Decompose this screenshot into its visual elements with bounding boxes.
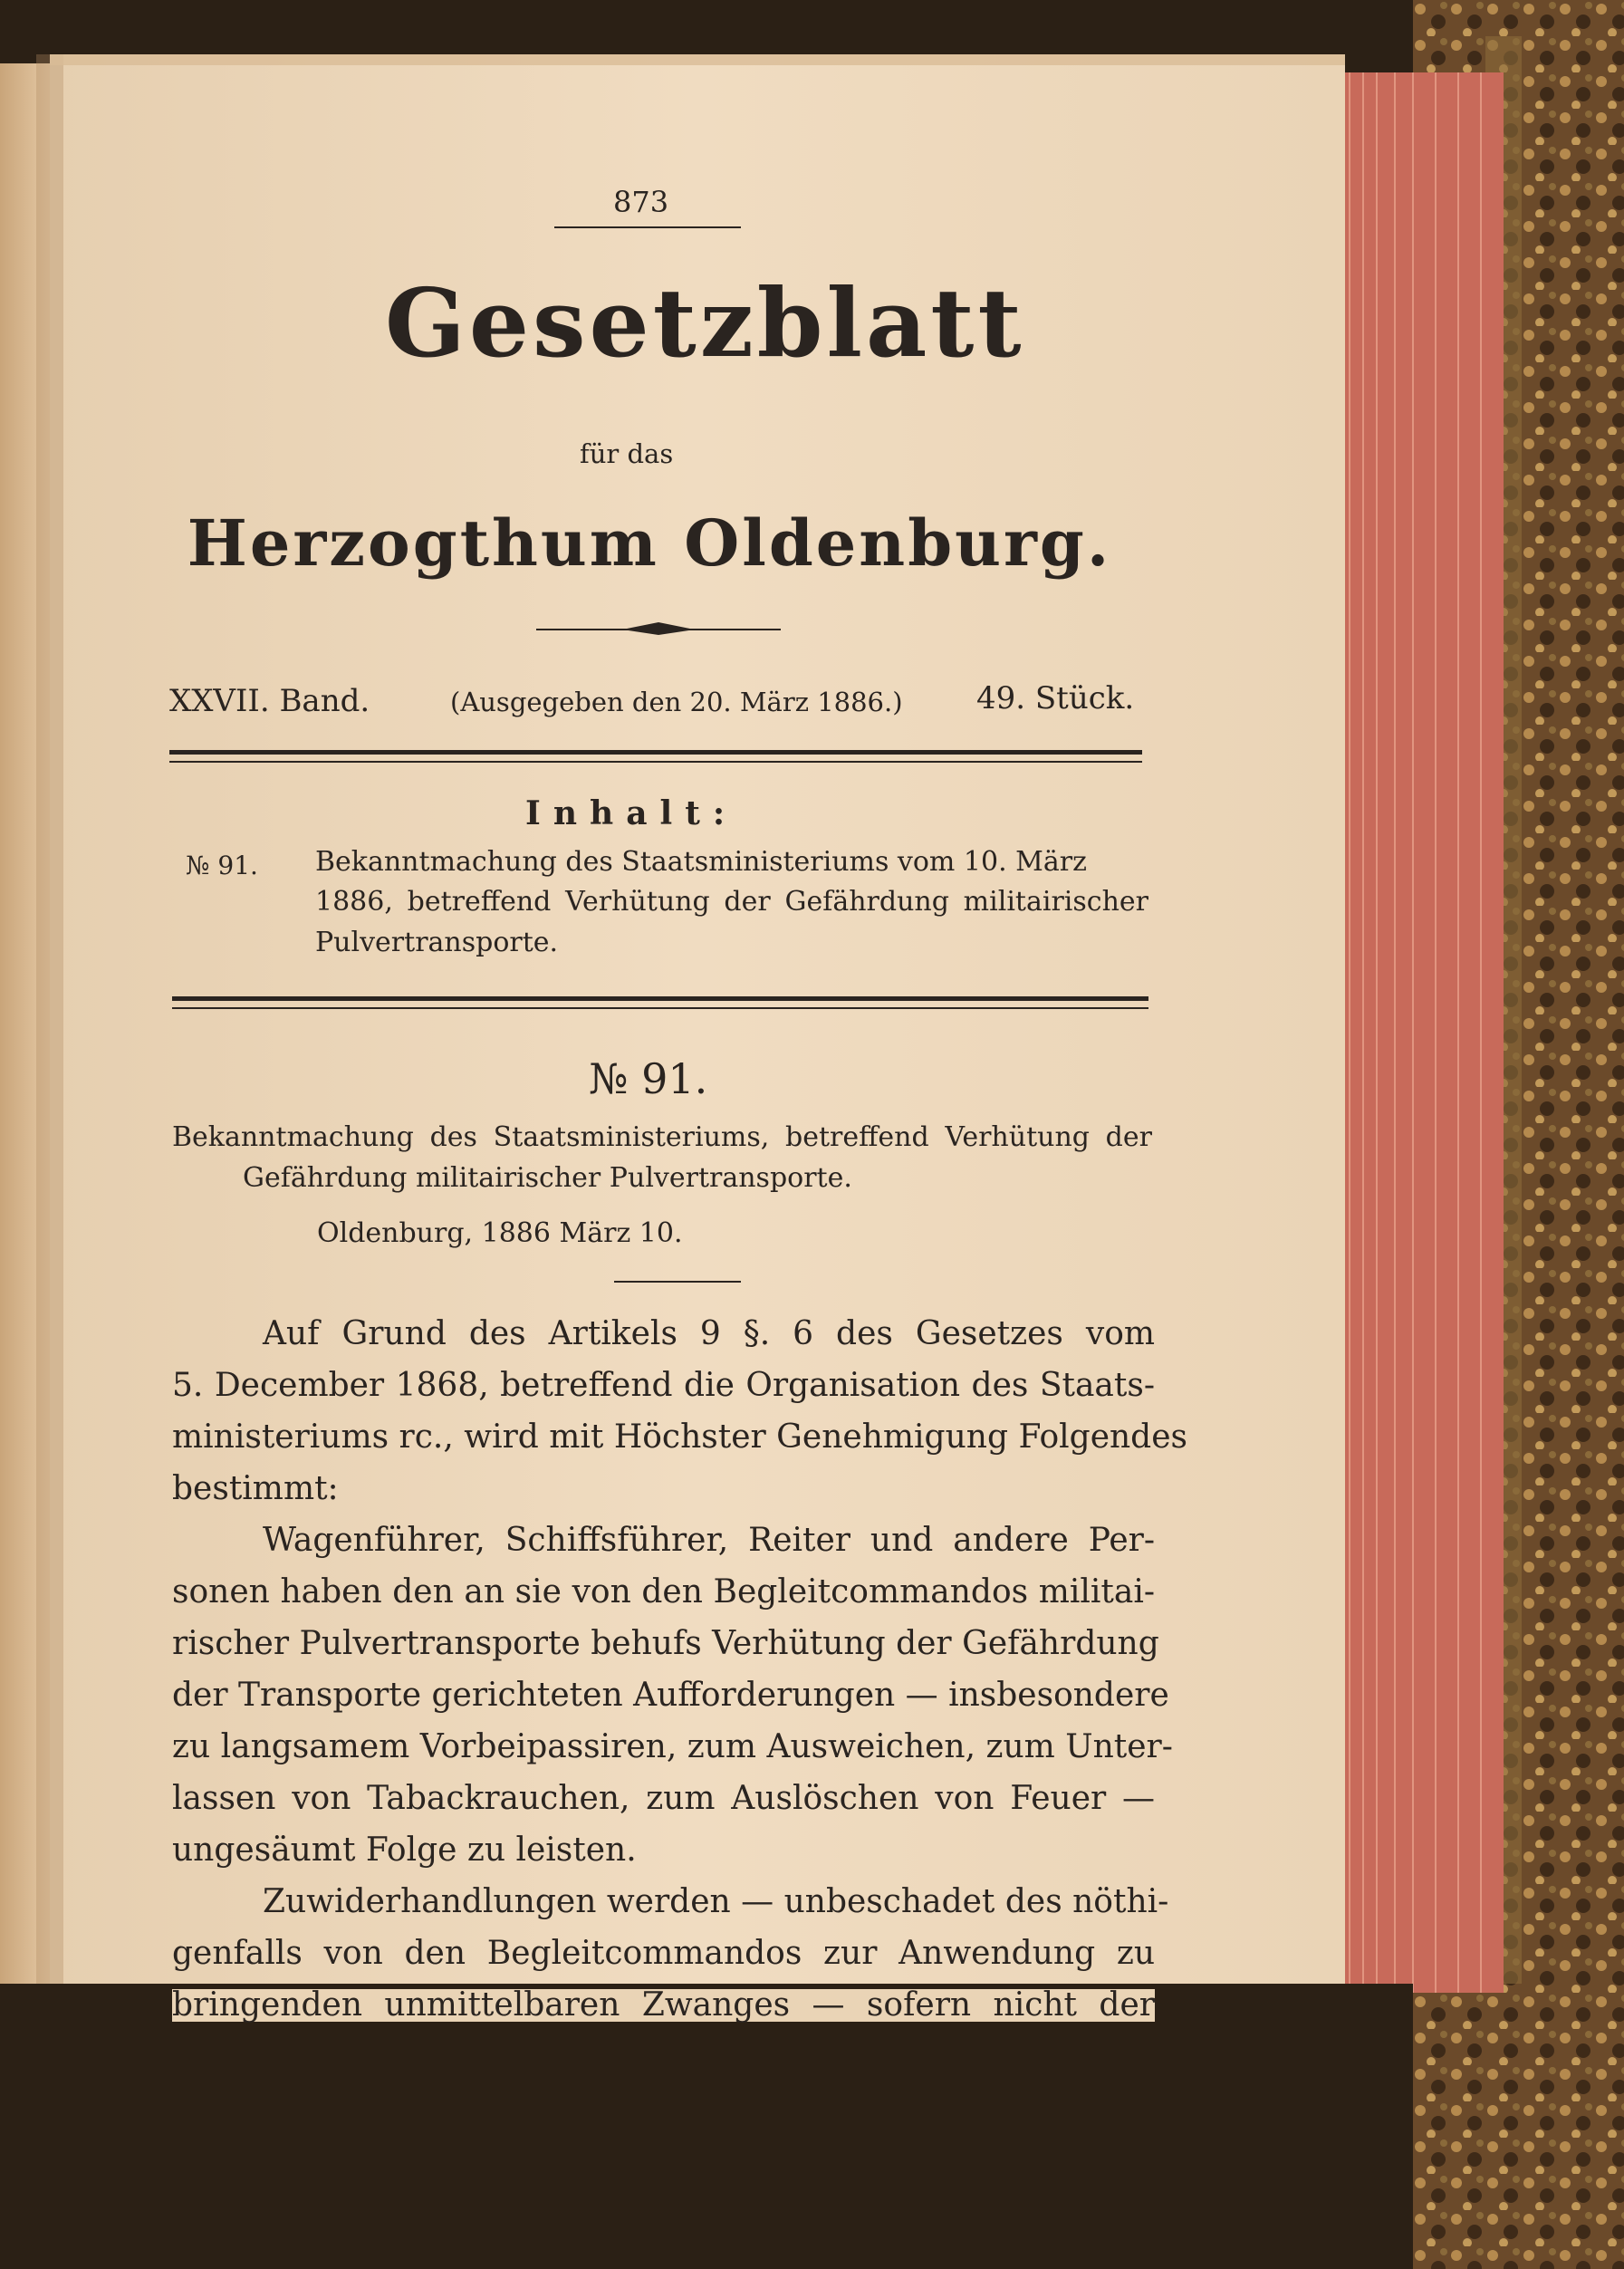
body-line: sonen haben den an sie von den Begleitcommandos militai-	[172, 1573, 1155, 1610]
body-line: der Transporte gerichteten Aufforderungen — insbesondere	[172, 1677, 1169, 1714]
double-rule-mid-thick	[172, 996, 1148, 1001]
masthead-state: Herzogthum Oldenburg.	[187, 505, 1112, 581]
body-line: zu langsamem Vorbeipassiren, zum Ausweichen, zum Unter-	[172, 1728, 1173, 1765]
body-line: Zuwiderhandlungen werden — unbeschadet des nöthi-	[263, 1883, 1169, 1920]
issue-piece: 49. Stück.	[976, 680, 1135, 716]
notice-title-line: Gefährdung militairischer Pulvertransporte.	[243, 1162, 852, 1194]
contents-heading: Inhalt:	[525, 794, 738, 832]
body-line: Auf Grund des Artikels 9 §. 6 des Gesetzes vom	[263, 1315, 1155, 1352]
body-line: ungesäumt Folge zu leisten.	[172, 1832, 637, 1869]
body-line: ministeriums rc., wird mit Höchster Genehmigung Folgendes	[172, 1418, 1188, 1456]
issue-volume: XXVII. Band.	[169, 683, 370, 719]
issue-date: (Ausgegeben den 20. März 1886.)	[450, 687, 903, 717]
double-rule-mid-thin	[172, 1007, 1148, 1009]
double-rule-top-thin	[169, 761, 1142, 763]
notice-place-date: Oldenburg, 1886 März 10.	[317, 1217, 683, 1249]
contents-entry-line: 1886, betreffend Verhütung der Gefährdung militairischer	[315, 886, 1148, 918]
ornamental-divider	[536, 618, 781, 641]
notice-number: № 91.	[589, 1054, 708, 1103]
body-line: 5. December 1868, betreffend die Organisation des Staats-	[172, 1367, 1155, 1404]
contents-entry-line: Bekanntmachung des Staatsministeriums vom 10. März	[315, 846, 1087, 878]
double-rule-top-thick	[169, 750, 1142, 755]
body-line: Wagenführer, Schiffsführer, Reiter und andere Per-	[263, 1522, 1155, 1559]
body-line: bringenden unmittelbaren Zwanges — sofern nicht der	[172, 1986, 1155, 2024]
notice-short-rule	[614, 1281, 741, 1283]
page-number: 873	[613, 185, 669, 219]
body-line: lassen von Tabackrauchen, zum Auslöschen von Feuer —	[172, 1780, 1155, 1817]
body-line: rischer Pulvertransporte behufs Verhütung der Gefährdung	[172, 1625, 1159, 1662]
masthead-for: für das	[580, 438, 674, 469]
masthead-title: Gesetzblatt	[385, 267, 1025, 379]
page-number-underline	[554, 226, 741, 228]
body-line: genfalls von den Begleitcommandos zur Anwendung zu	[172, 1935, 1155, 1972]
body-line: bestimmt:	[172, 1470, 339, 1507]
notice-title-line: Bekanntmachung des Staatsministeriums, betreffend Verhütung der	[172, 1121, 1152, 1153]
contents-entry-number: № 91.	[186, 851, 258, 880]
contents-entry-line: Pulvertransporte.	[315, 927, 559, 958]
